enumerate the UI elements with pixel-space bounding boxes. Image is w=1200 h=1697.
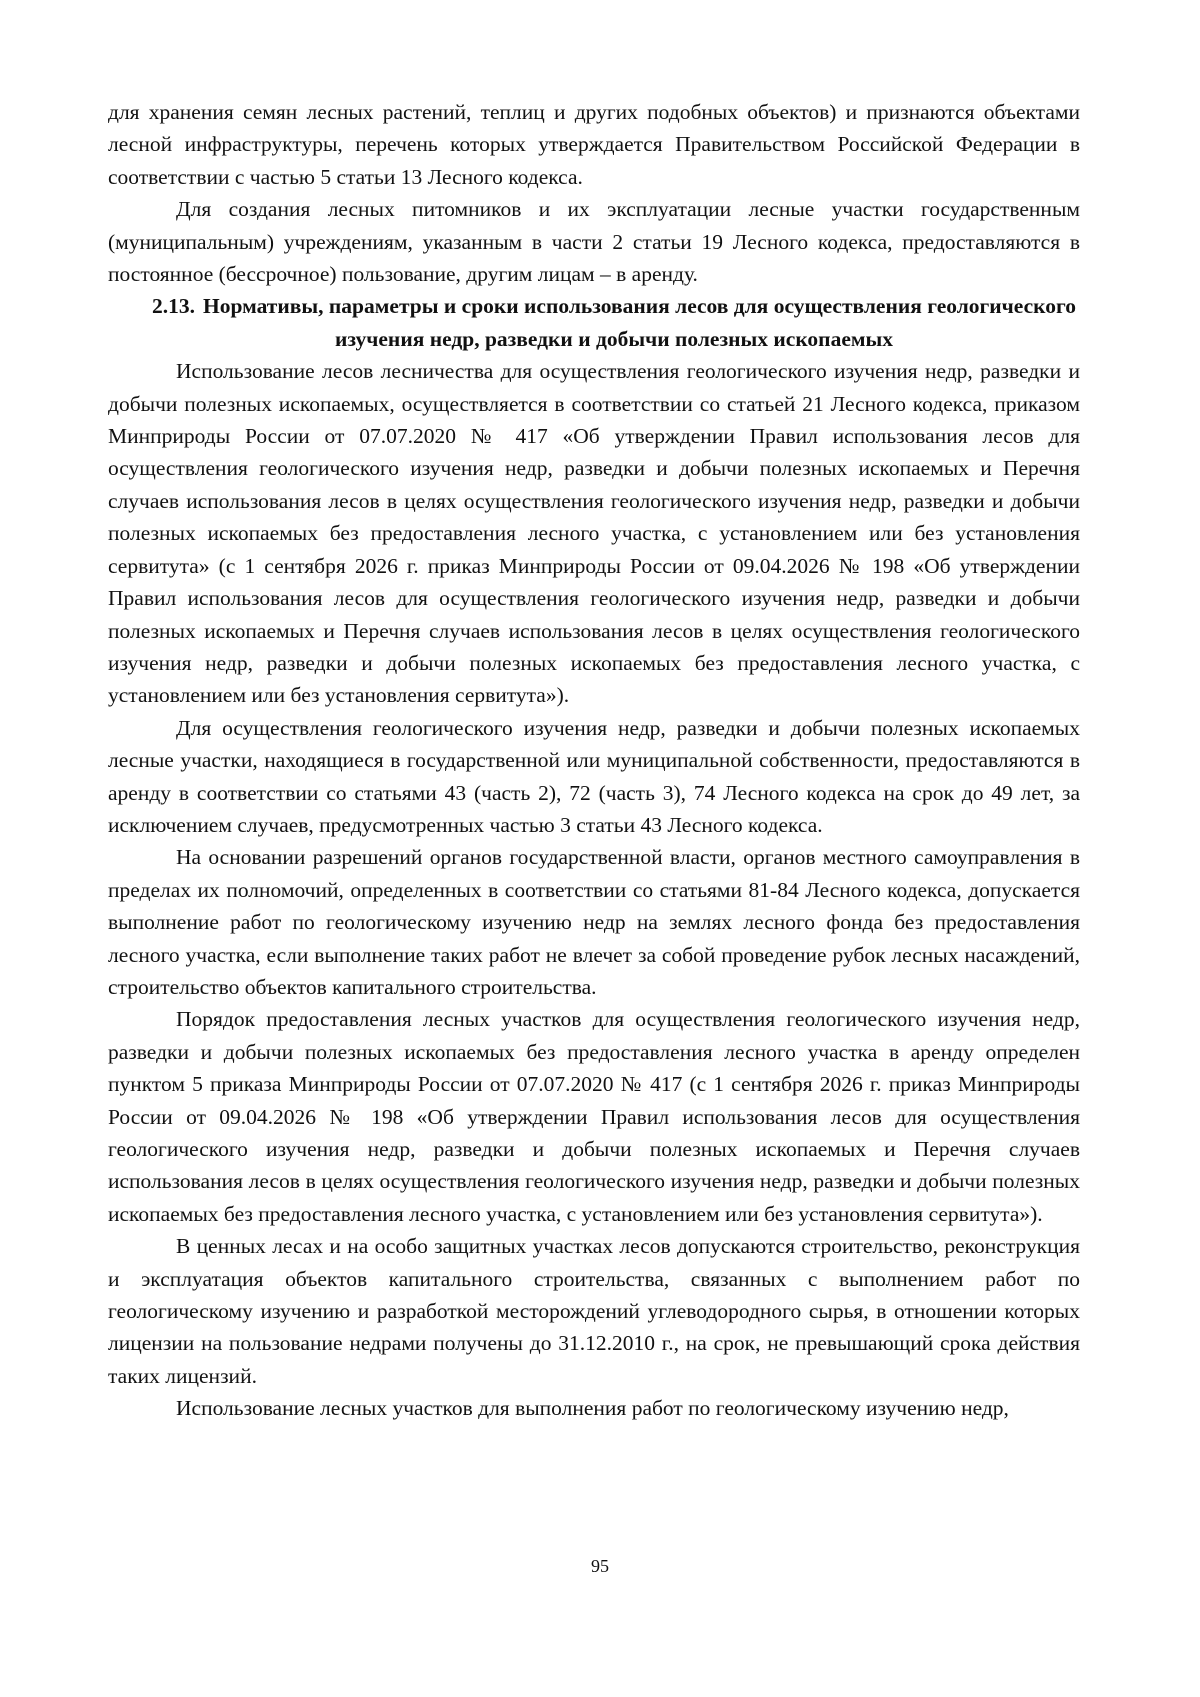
paragraph-legal-basis: Использование лесов лесничества для осуществления геологического изучения недр, разведки и добычи полезных ископаемых, осуществляется в соответствии со статьей 21 Лесного кодекса, приказом Минприроды России от 07.07.2020 № 417 «Об утверждении Правил использования лесов для осуществления геологического изучения недр, разведки и добычи полезных ископаемых и Перечня случаев использования лесов в целях осуществления геологического изучения недр, разведки и добычи полезных ископаемых без предоставления лесного участка, с установлением или без установления сервитута» (с 1 сентября 2026 г. приказ Минприроды России от 09.04.2026 № 198 «Об утверждении Правил использования лесов для осуществления геологического изучения недр, разведки и добычи полезных ископаемых и Перечня случаев использования лесов в целях осуществления геологического изучения недр, разведки и добычи полезных ископаемых без предоставления лесного участка, с установлением или без установления сервитута»).	[108, 359, 1080, 708]
page-number: 95	[591, 1556, 609, 1576]
paragraph-procedure: Порядок предоставления лесных участков для осуществления геологического изучения недр, разведки и добычи полезных ископаемых без предоставления лесного участка в аренду определен пунктом 5 приказа Минприроды России от 07.07.2020 № 417 (с 1 сентября 2026 г. приказ Минприроды России от 09.04.2026 № 198 «Об утверждении Правил использования лесов для осуществления геологического изучения недр, разведки и добычи полезных ископаемых и Перечня случаев использования лесов в целях осуществления геологического изучения недр, разведки и добычи полезных ископаемых без предоставления лесного участка, с установлением или без установления сервитута»).	[108, 1007, 1080, 1226]
document-page	[108, 96, 1080, 1425]
section-heading	[108, 290, 1080, 355]
paragraph-valuable-forests: В ценных лесах и на особо защитных участках лесов допускаются строительство, реконструкция и эксплуатация объектов капитального строительства, связанных с выполнением работ по геологическому изучению и разработкой месторождений углеводородного сырья, в отношении которых лицензии на пользование недрами получены до 31.12.2010 г., на срок, не превышающий срока действия таких лицензий.	[108, 1234, 1080, 1388]
paragraph-continued: Использование лесных участков для выполнения работ по геологическому изучению недр,	[176, 1396, 1009, 1421]
section-title: Нормативы, параметры и сроки использования лесов для осуществления геологического изучения недр, разведки и добычи полезных ископаемых	[203, 294, 1076, 351]
paragraph-nurseries: Для создания лесных питомников и их эксплуатации лесные участки государственным (муниципальным) учреждениям, указанным в части 2 статьи 19 Лесного кодекса, предоставляются в постоянное (бессрочное) пользование, другим лицам – в аренду.	[108, 197, 1080, 287]
paragraph-continuation: для хранения семян лесных растений, теплиц и других подобных объектов) и признаются объектами лесной инфраструктуры, перечень которых утверждается Правительством Российской Федерации в соответствии с частью 5 статьи 13 Лесного кодекса.	[108, 100, 1080, 189]
section-number: 2.13.	[152, 294, 196, 319]
paragraph-lease-terms: Для осуществления геологического изучения недр, разведки и добычи полезных ископаемых лесные участки, находящиеся в государственной или муниципальной собственности, предоставляются в аренду в соответствии со статьями 43 (часть 2), 72 (часть 3), 74 Лесного кодекса на срок до 49 лет, за исключением случаев, предусмотренных частью 3 статьи 43 Лесного кодекса.	[108, 715, 1080, 837]
paragraph-permissions: На основании разрешений органов государственной власти, органов местного самоуправления в пределах их полномочий, определенных в соответствии со статьями 81-84 Лесного кодекса, допускается выполнение работ по геологическому изучению недр на землях лесного фонда без предоставления лесного участка, если выполнение таких работ не влечет за собой проведение рубок лесных насаждений, строительство объектов капитального строительства.	[108, 845, 1080, 999]
